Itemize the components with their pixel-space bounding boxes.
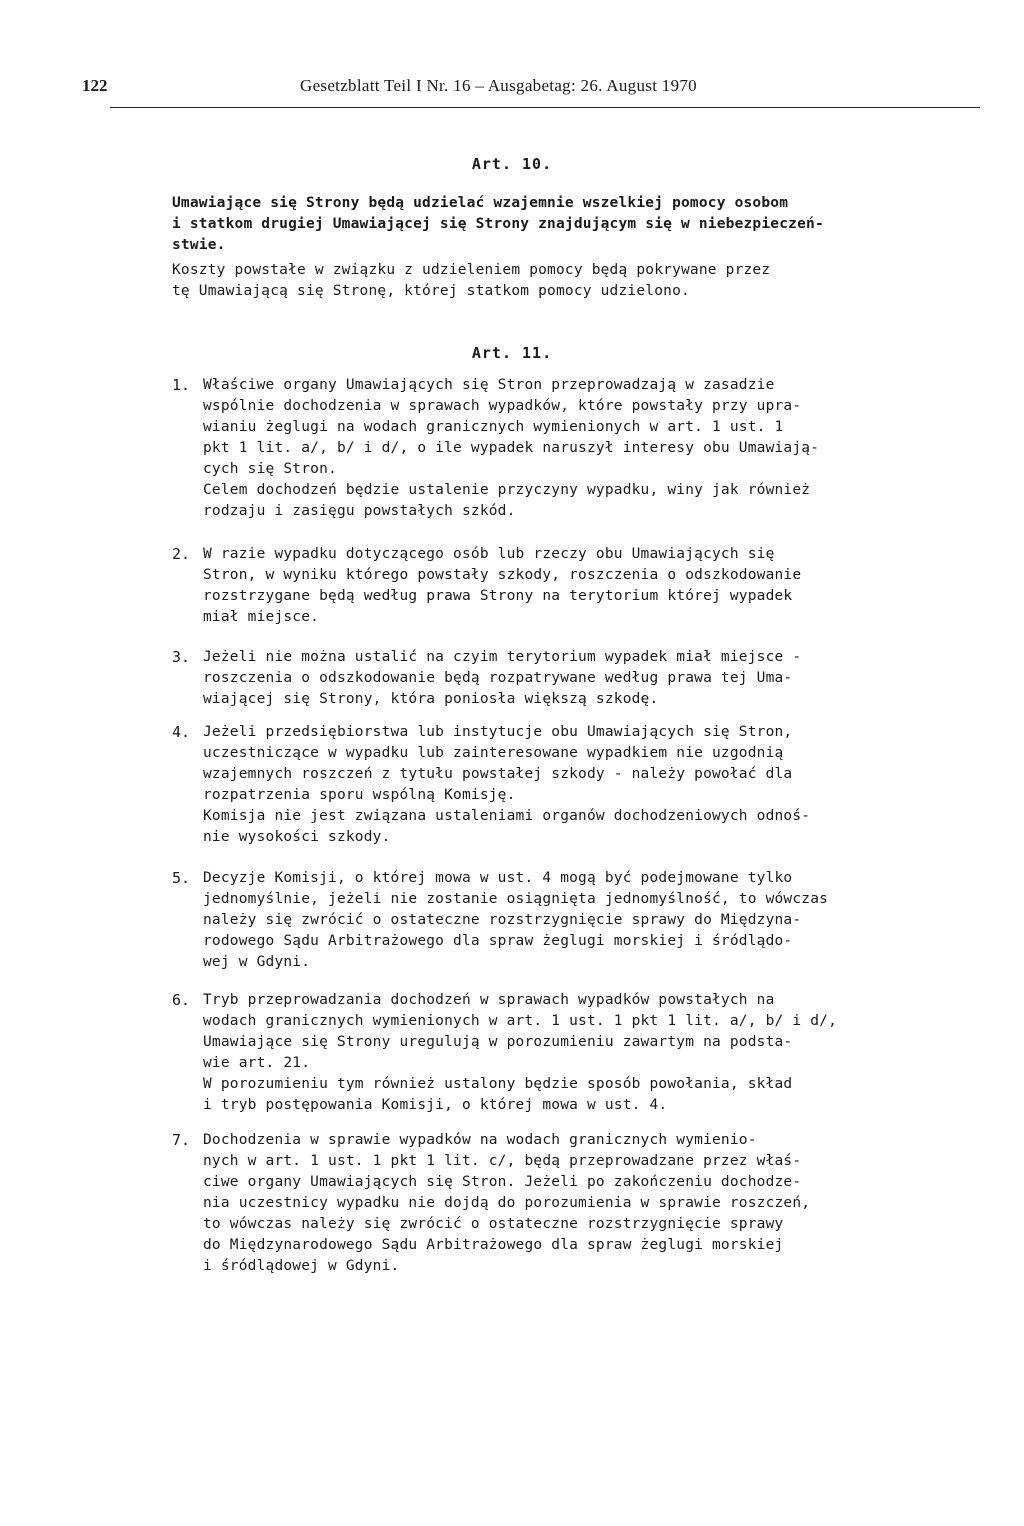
art11-heading: Art. 11. [471, 344, 553, 362]
art11-item-3-text: Jeżeli nie można ustalić na czyim terytorium wypadek miał miejsce - roszczenia o odszkodowanie będą rozpatrywane według prawa tej Uma- wiającej się Strony, która poniosła większą szkodę. [203, 649, 802, 707]
page-number: 122 [82, 76, 108, 95]
art11-item-6-text: Tryb przeprowadzania dochodzeń w sprawach wypadków powstałych na wodach granicznych wymienionych w art. 1 ust. 1 pkt 1 lit. a/, b/ i d/, Umawiające się Strony uregulują w porozumieniu zawartym na podsta- wie art. 21. W porozumieniu tym również ustalony będzie sposób powołania, skład i tryb postępowania Komisji, o której mowa w ust. 4. [203, 992, 838, 1113]
art11-item-4-text: Jeżeli przedsiębiorstwa lub instytucje obu Umawiających się Stron, uczestniczące w wypadku lub zainteresowane wypadkiem nie uzgodnią wzajemnych roszczeń z tytułu powstałej szkody - należy powołać dla rozpatrzenia sporu wspólną Komisję. Komisja nie jest związana ustaleniami organów dochodzeniowych odnoś- nie wysokości szkody. [203, 724, 811, 845]
art11-item-5-num: 5. [172, 869, 191, 887]
art11-item-5-text: Decyzje Komisji, o której mowa w ust. 4 mogą być podejmowane tylko jednomyślnie, jeżeli nie zostanie osiągnięta jednomyślność, to wówczas należy się zwrócić o ostateczne rozstrzygnięcie sprawy do Międzyna- rodowego Sądu Arbitrażowego dla spraw żeglugi morskiej i śródlądo- wej w Gdyni. [203, 870, 829, 970]
art11-item-4-num: 4. [172, 723, 191, 741]
art10-para1: Umawiające się Strony będą udzielać wzajemnie wszelkiej pomocy osobom i statkom drugiej Umawiającej się Strony znajdującym się w niebezpieczeń- stwie. [172, 195, 824, 253]
art11-item-1-num: 1. [172, 376, 191, 394]
art11-item-7-text: Dochodzenia w sprawie wypadków na wodach granicznych wymienio- nych w art. 1 ust. 1 pkt 1 lit. c/, będą przeprowadzane przez właś- ciwe organy Umawiających się Stron. Jeżeli po zakończeniu dochodze- nia uczestnicy wypadku nie dojdą do porozumienia w sprawie roszczeń, to wówczas należy się zwrócić o ostateczne rozstrzygnięcie sprawy do Międzynarodowego Sądu Arbitrażowego dla spraw żeglugi morskiej i śródlądowej w Gdyni. [203, 1132, 811, 1274]
header-rule [110, 107, 980, 108]
art10-heading: Art. 10. [471, 155, 553, 173]
art11-item-7-num: 7. [172, 1131, 191, 1149]
art11-item-2-num: 2. [172, 545, 191, 563]
running-head: Gesetzblatt Teil I Nr. 16 – Ausgabetag: 26. August 1970 [300, 76, 697, 95]
art10-para2: Koszty powstałe w związku z udzieleniem pomocy będą pokrywane przez tę Umawiającą się Stronę, której statkom pomocy udzielono. [172, 262, 771, 299]
art11-item-3-num: 3. [172, 648, 191, 666]
art11-item-1-text: Właściwe organy Umawiających się Stron przeprowadzają w zasadzie wspólnie dochodzenia w sprawach wypadków, które powstały przy upra- wianiu żeglugi na wodach granicznych wymienionych w art. 1 ust. 1 pkt 1 lit. a/, b/ i d/, o ile wypadek naruszył interesy obu Umawiają- cych się Stron. Celem dochodzeń będzie ustalenie przyczyny wypadku, winy jak również rodzaju i zasięgu powstałych szkód. [203, 377, 820, 519]
art11-item-6-num: 6. [172, 991, 191, 1009]
art11-item-2-text: W razie wypadku dotyczącego osób lub rzeczy obu Umawiających się Stron, w wyniku którego powstały szkody, roszczenia o odszkodowanie rozstrzygane będą według prawa Strony na terytorium której wypadek miał miejsce. [203, 546, 802, 625]
page-header [82, 76, 982, 102]
